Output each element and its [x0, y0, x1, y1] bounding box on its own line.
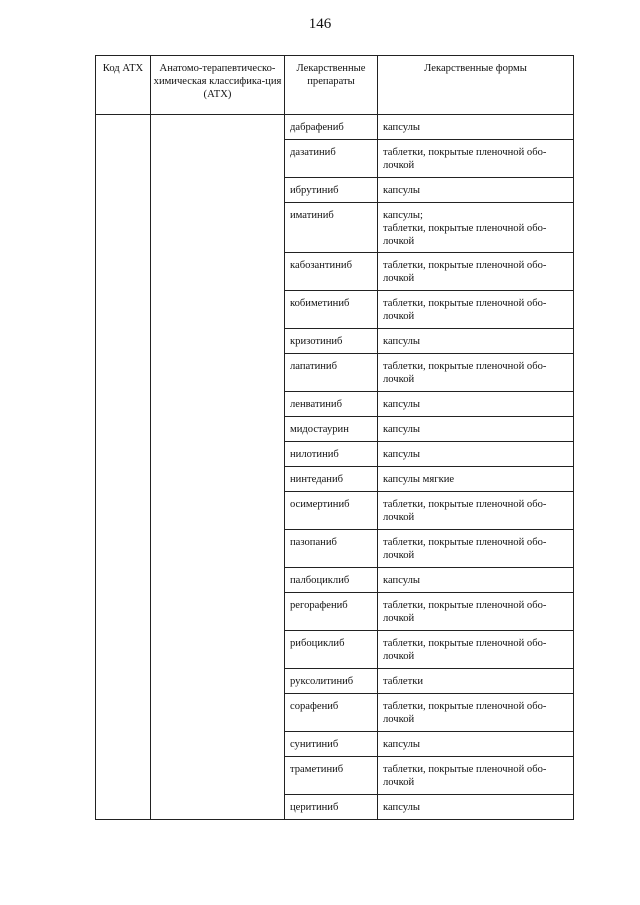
table-header-row: [96, 56, 574, 115]
table-body: [96, 115, 574, 820]
drug-name-cell: дабрафениб: [285, 115, 378, 140]
drug-name-cell: иматиниб: [285, 203, 378, 253]
header-code: Код АТХ: [96, 56, 151, 115]
dosage-form-cell: капсулы мягкие: [378, 467, 574, 492]
drug-name-cell: ленватиниб: [285, 392, 378, 417]
dosage-form-cell: таблетки: [378, 669, 574, 694]
dosage-form-cell: капсулы: [378, 795, 574, 820]
drug-name-cell: кризотиниб: [285, 329, 378, 354]
dosage-form-cell: капсулы: [378, 568, 574, 593]
dosage-form-cell: капсулы: [378, 442, 574, 467]
drug-name-cell: дазатиниб: [285, 140, 378, 178]
drug-name-cell: кобиметиниб: [285, 291, 378, 329]
drug-name-cell: нинтеданиб: [285, 467, 378, 492]
dosage-form-cell: капсулы: [378, 178, 574, 203]
dosage-form-cell: таблетки, покрытые пленочной обо- лочкой: [378, 354, 574, 392]
dosage-form-cell: таблетки, покрытые пленочной обо- лочкой: [378, 530, 574, 568]
drug-name-cell: ибрутиниб: [285, 178, 378, 203]
dosage-form-cell: таблетки, покрытые пленочной обо- лочкой: [378, 291, 574, 329]
dosage-form-cell: капсулы: [378, 417, 574, 442]
dosage-form-cell: таблетки, покрытые пленочной обо- лочкой: [378, 253, 574, 291]
drug-name-cell: траметиниб: [285, 757, 378, 795]
drug-table: [95, 55, 574, 820]
code-cell: [96, 115, 151, 820]
dosage-form-cell: таблетки, покрытые пленочной обо- лочкой: [378, 140, 574, 178]
drug-name-cell: кабозантиниб: [285, 253, 378, 291]
classification-cell: [151, 115, 285, 820]
header-classification: Анатомо-терапевтическо-химическая классифика-ция (АТХ): [151, 56, 285, 115]
dosage-form-cell: капсулы: [378, 392, 574, 417]
dosage-form-cell: капсулы; таблетки, покрытые пленочной обо- лочкой: [378, 203, 574, 253]
drug-name-cell: лапатиниб: [285, 354, 378, 392]
dosage-form-cell: таблетки, покрытые пленочной обо- лочкой: [378, 694, 574, 732]
dosage-form-cell: таблетки, покрытые пленочной обо- лочкой: [378, 492, 574, 530]
drug-name-cell: сорафениб: [285, 694, 378, 732]
drug-name-cell: нилотиниб: [285, 442, 378, 467]
page-number: 146: [308, 16, 332, 32]
drug-name-cell: осимертиниб: [285, 492, 378, 530]
drug-name-cell: регорафениб: [285, 593, 378, 631]
drug-name-cell: пазопаниб: [285, 530, 378, 568]
dosage-form-cell: таблетки, покрытые пленочной обо- лочкой: [378, 631, 574, 669]
dosage-form-cell: таблетки, покрытые пленочной обо- лочкой: [378, 593, 574, 631]
dosage-form-cell: капсулы: [378, 732, 574, 757]
drug-name-cell: церитиниб: [285, 795, 378, 820]
header-forms: Лекарственные формы: [378, 56, 574, 115]
drug-name-cell: рибоциклиб: [285, 631, 378, 669]
dosage-form-cell: капсулы: [378, 115, 574, 140]
dosage-form-cell: таблетки, покрытые пленочной обо- лочкой: [378, 757, 574, 795]
drug-name-cell: руксолитиниб: [285, 669, 378, 694]
table-row: [96, 115, 574, 140]
drug-name-cell: мидостаурин: [285, 417, 378, 442]
dosage-form-cell: капсулы: [378, 329, 574, 354]
drug-name-cell: сунитиниб: [285, 732, 378, 757]
header-drugs: Лекарственные препараты: [285, 56, 378, 115]
drug-name-cell: палбоциклиб: [285, 568, 378, 593]
